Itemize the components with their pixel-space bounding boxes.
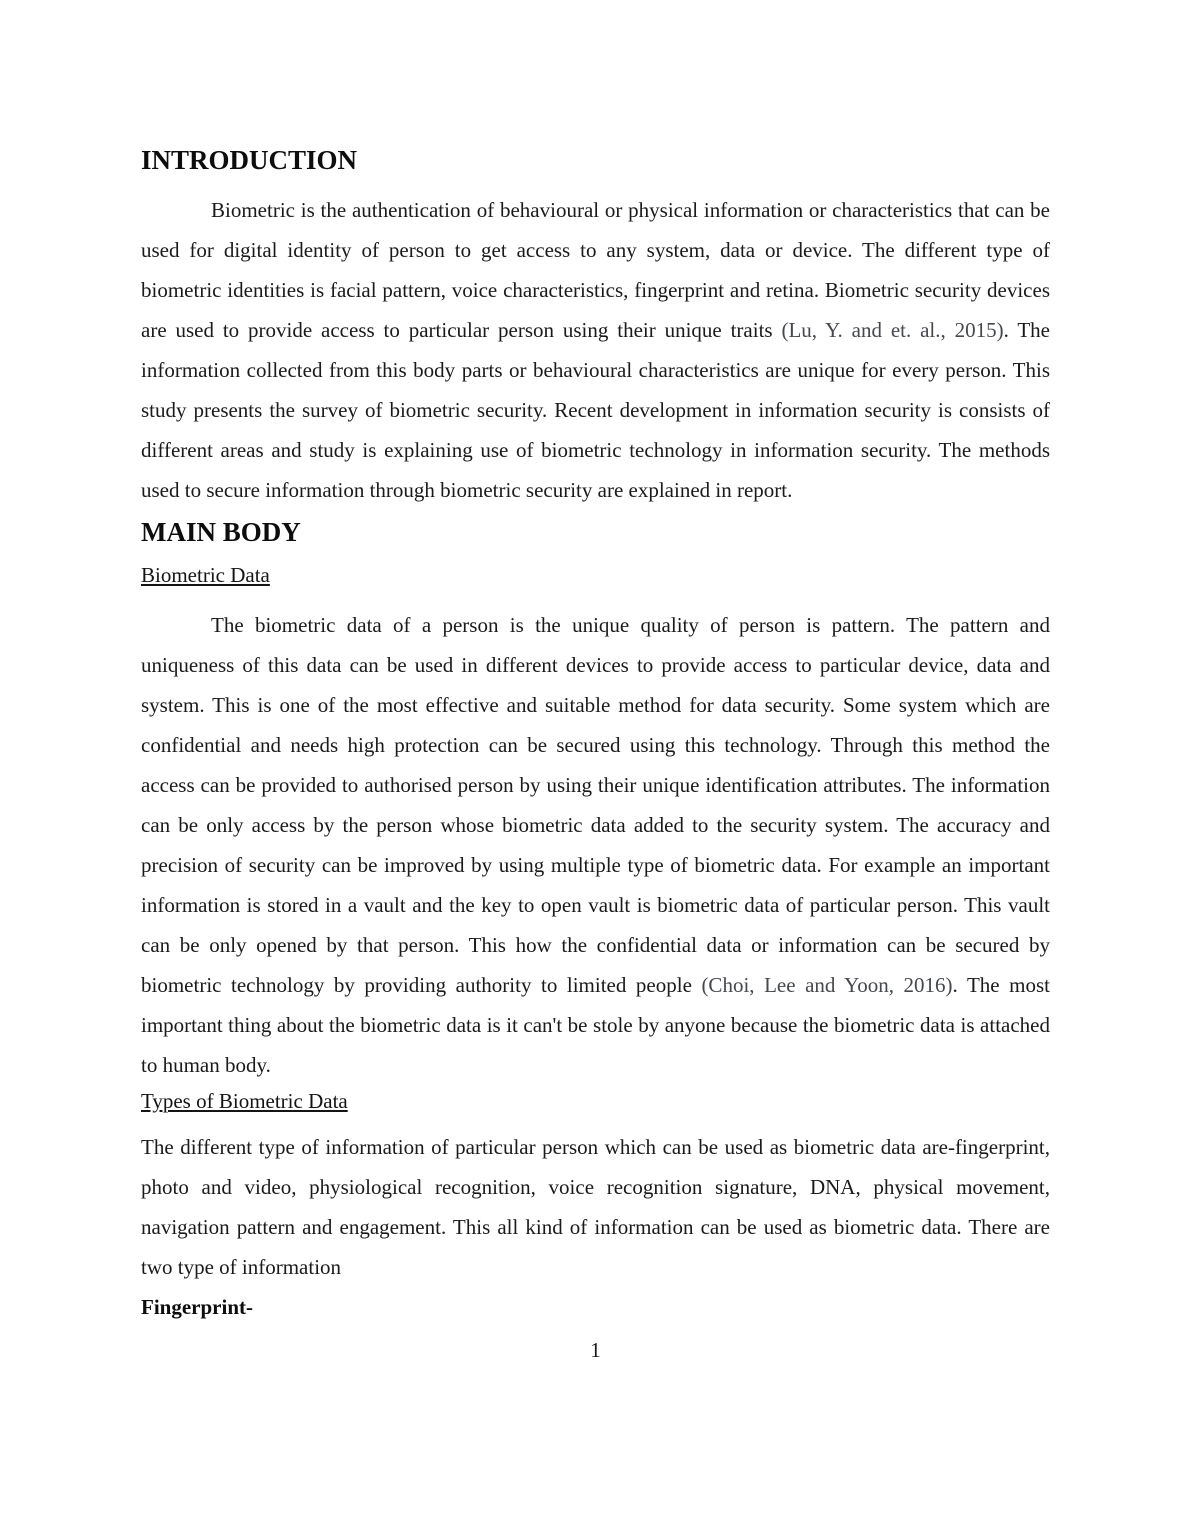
subheading-biometric-data: Biometric Data (141, 563, 270, 587)
fingerprint-label: Fingerprint- (141, 1295, 253, 1319)
citation-lu-2015: (Lu, Y. and et. al., 2015) (781, 318, 1004, 342)
introduction-paragraph (141, 190, 1050, 510)
biometric-data-paragraph (141, 605, 1050, 1085)
citation-choi-lee-yoon-2016: (Choi, Lee and Yoon, 2016) (701, 973, 953, 997)
section-heading-introduction: INTRODUCTION (141, 145, 358, 175)
introduction-text-before-citation: Biometric is the authentication of behavioural or physical information or characteristics that can be used for digital identity of person to get access to any system, data or device. The different type of biometric identities is facial pattern, voice characteristics, fingerprint and retina. Biometric security devices are used to provide access to particular person using their unique traits (141, 198, 1050, 342)
subheading-types-of-biometric-data: Types of Biometric Data (141, 1089, 348, 1113)
types-of-biometric-data-paragraph: The different type of information of particular person which can be used as biometric data are-fingerprint, photo and video, physiological recognition, voice recognition signature, DNA, physical movement, navigation pattern and engagement. This all kind of information can be used as biometric data. There are two type of information (141, 1135, 1050, 1279)
introduction-text-after-citation: . The information collected from this body parts or behavioural characteristics are unique for every person. This study presents the survey of biometric security. Recent development in information security is consists of different areas and study is explaining use of biometric technology in information security. The methods used to secure information through biometric security are explained in report. (141, 318, 1051, 502)
biometric-data-text-after-citation: . The most important thing about the biometric data is it can't be stole by anyone because the biometric data is attached to human body. (141, 973, 1050, 1077)
section-heading-main-body: MAIN BODY (141, 517, 301, 547)
biometric-data-text-before-citation: The biometric data of a person is the unique quality of person is pattern. The pattern and uniqueness of this data can be used in different devices to provide access to particular device, data and system. This is one of the most effective and suitable method for data security. Some system which are confidential and needs high protection can be secured using this technology. Through this method the access can be provided to authorised person by using their unique identification attributes. The information can be only access by the person whose biometric data added to the security system. The accuracy and precision of security can be improved by using multiple type of biometric data. For example an important information is stored in a vault and the key to open vault is biometric data of particular person. This vault can be only opened by that person. This how the confidential data or information can be secured by biometric technology by providing authority to limited people (141, 613, 1050, 997)
page-number: 1 (590, 1338, 601, 1362)
